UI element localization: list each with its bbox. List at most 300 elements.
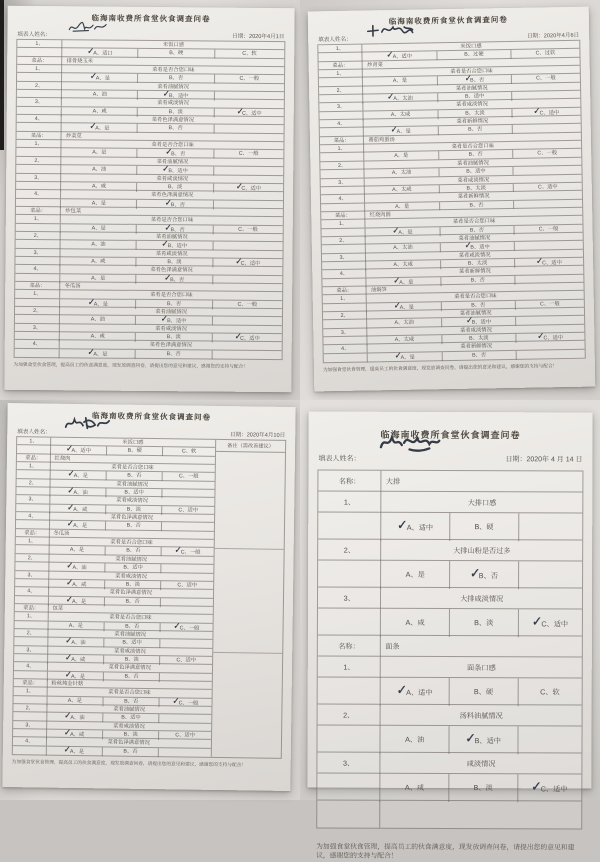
option-cell [137,224,213,234]
question-cell: 菜肴咸淡情况 [115,573,147,580]
question-number: 4、 [320,120,364,129]
option-label: A、是 [395,203,410,210]
question-number: 1、 [16,215,61,223]
option-label: A、太油 [393,95,413,103]
option-cell [214,150,283,160]
checkmark-icon: ✓ [65,443,73,454]
option-cell [439,150,514,159]
checkmark-icon: ✓ [164,197,172,208]
option-label: B、否 [170,276,185,283]
survey-title: 临海南收费所食堂伙食调查问卷 [91,13,211,24]
option-cell [50,518,106,531]
option-cell [367,277,442,287]
dish-name-cell: 冬瓜汤 [53,530,70,537]
option-label: B、适中 [471,319,492,327]
option-cell [363,77,438,87]
option-label: C、适中 [241,110,262,117]
option-cell [163,448,215,458]
option-cell [381,609,450,637]
option-label: B、过硬 [464,51,484,59]
option-label: B、硬 [473,687,494,697]
option-label: C、过软 [535,50,556,57]
option-cell [514,166,582,175]
question-number: 4、 [15,265,60,273]
blank-cell [15,349,60,358]
option-label: B、否 [166,300,182,307]
survey-form-4 [307,412,592,860]
checkmark-icon: ✓ [87,46,95,57]
question-cell: 菜肴油腻情况 [156,158,189,166]
question-number: 4、 [321,195,365,204]
option-cell [137,241,213,251]
dish-name-cell: 大排 [385,476,401,486]
option-cell [161,639,213,649]
dish-label: 菜品： [14,679,48,687]
table-row [318,678,582,706]
option-cell [515,255,583,268]
option-label: B、否 [166,350,181,357]
checkmark-icon: ✓ [394,350,402,361]
option-cell [107,472,163,482]
option-cell [363,49,438,62]
option-cell [439,167,514,176]
remarks-header: 备注（需改善建议） [216,440,285,453]
question-number: 2、 [15,554,49,562]
option-cell [49,596,105,606]
option-label: B、否 [469,226,485,234]
option-label: C、一般 [179,624,200,632]
table-row [318,492,582,514]
option-label: A、咸 [91,183,107,190]
option-cell [367,302,442,312]
dish-label: 菜品： [320,136,364,145]
dish-name-cell: 炒包菜 [65,208,82,215]
question-number: 4、 [16,190,61,198]
dish-label: 名称： [318,471,381,492]
option-label: A、太油 [394,320,414,327]
question-number: 3、 [15,571,49,579]
checkmark-icon: ✓ [89,71,97,82]
checkmark-icon: ✓ [397,517,409,533]
question-number: 2、 [319,86,363,95]
question-cell: 菜肴新鲜情况 [458,268,491,276]
checkmark-icon: ✓ [67,518,75,529]
option-cell [438,75,513,85]
question-number: 3、 [13,721,47,729]
question-number: 1、 [14,687,48,695]
option-cell [442,317,517,327]
dish-name-cell: 炒菜苋 [65,133,82,140]
option-label: A、是 [400,354,415,361]
checkmark-icon: ✓ [531,778,543,794]
option-label: C、适中 [539,109,560,117]
option-cell [513,124,581,134]
question-number: 3、 [323,328,367,337]
checkmark-icon: ✓ [390,124,398,135]
checkmark-icon: ✓ [65,635,73,646]
question-number: 2、 [318,540,381,561]
option-label: B、否 [471,302,486,309]
option-label: B、淡 [166,334,181,341]
option-cell [62,165,138,175]
option-label: B、适中 [168,168,188,175]
question-cell: 咸淡情况 [466,759,496,769]
question-cell: 菜肴咸淡情况 [456,101,488,109]
option-cell [514,199,582,208]
option-label: A、适中 [392,54,413,61]
photo-bottom-left [0,400,300,800]
question-number: 3、 [322,253,366,262]
dish-label: 菜品： [16,529,50,537]
question-number: 3、 [317,753,380,774]
option-cell [106,488,162,498]
option-cell [364,110,439,120]
checkmark-icon: ✓ [89,121,97,132]
question-number: 1、 [320,145,364,154]
option-cell [441,259,516,269]
option-cell [214,92,283,102]
option-label: C、适中 [176,657,197,664]
option-label: C、软 [540,687,560,697]
question-number: 2、 [322,236,366,245]
question-number: 4、 [14,662,48,670]
blank-cell [13,746,47,755]
question-cell: 菜肴咸淡情况 [116,497,148,505]
option-cell [105,622,161,632]
checkmark-icon: ✓ [392,225,400,235]
option-label: B、适中 [123,564,143,572]
option-label: B、否 [125,623,140,630]
option-cell [50,504,106,514]
dish-label: 菜品： [321,211,365,220]
question-cell: 菜肴咸淡情况 [157,100,189,107]
option-label: B、太淡 [469,335,489,342]
option-cell [215,50,284,60]
dish-label: 名称： [318,636,381,657]
question-cell: 菜肴新鲜情况 [456,118,489,125]
option-cell [161,620,213,633]
question-cell: 米饭口感 [122,439,144,446]
checkmark-icon: ✓ [236,106,244,116]
photo-top-right [300,0,600,400]
option-label: B、太淡 [467,260,488,267]
question-number: 2、 [16,157,61,165]
option-label: A、咸 [91,258,106,265]
option-cell [62,149,138,159]
checkmark-icon: ✓ [387,91,395,102]
option-label: C、适中 [177,582,198,589]
option-cell [61,240,137,250]
option-cell [442,334,517,344]
option-cell [63,46,139,59]
question-number: 1、 [17,462,51,470]
option-label: C、适中 [175,732,196,739]
question-cell: 面条口感 [467,663,496,673]
option-cell [103,714,159,724]
question-cell: 菜肴是否合您口味 [454,293,497,301]
question-cell: 菜肴色泽满意情况 [151,117,195,124]
table-with-remarks [12,436,286,759]
footer-note: 为加强食堂伙食管理，提高员工的伙食满意度，现发放调查问卷，请提出您的意见和建议，感谢您的支持与配合！ [13,361,248,369]
option-cell [512,91,580,101]
option-label: B、适中 [167,243,188,250]
option-cell [365,168,440,177]
option-label: A、是 [73,523,88,530]
question-cell: 菜肴咸淡情况 [114,648,146,655]
question-cell: 菜肴是否合您口味 [151,142,194,149]
option-cell [213,200,282,210]
option-cell [518,726,581,754]
blank-cell [317,726,380,754]
option-cell [136,333,212,343]
option-label: C、适中 [537,183,558,191]
question-cell: 菜肴是否合您口味 [150,292,193,299]
dish-label: 菜品： [15,282,60,290]
option-label: B、淡 [474,618,494,628]
option-label: B、否 [472,352,487,359]
option-label: A、是 [67,697,82,704]
option-cell [159,748,211,758]
question-cell: 米饭口感 [162,42,185,49]
checkmark-icon: ✓ [396,682,408,698]
question-cell: 菜肴色泽满意情况 [109,589,153,597]
option-cell [51,443,107,456]
option-cell [137,300,213,310]
dish-label: 菜品： [319,61,363,70]
option-label: A、太咸 [394,336,415,344]
option-cell [106,505,162,515]
checkmark-icon: ✓ [161,314,169,324]
table-row [318,705,582,727]
option-cell [514,183,582,192]
checkmark-icon: ✓ [64,727,72,738]
question-cell: 菜肴油腻情况 [455,85,488,92]
dish-name-cell: 红烧肉圆 [369,211,391,219]
option-label: A、油 [73,489,88,497]
table-row [318,561,582,589]
question-number: 1、 [16,537,50,545]
option-label: B、否 [170,226,185,233]
checkmark-icon: ✓ [465,730,476,746]
question-cell: 菜肴油腻情况 [155,309,188,316]
option-label: B、适中 [122,639,142,647]
table-row [318,636,582,658]
option-label: B、淡 [168,108,183,116]
dish-label: 菜品： [17,454,51,462]
option-label: B、硬 [169,50,184,57]
remarks-divider [213,652,282,654]
option-cell [438,92,513,102]
option-label: B、淡 [168,184,183,191]
option-cell [215,75,284,85]
survey-form-3 [2,403,295,791]
question-number: 2、 [16,232,61,240]
option-label: A、是 [70,673,86,680]
question-cell: 菜肴色泽满意情况 [107,739,150,747]
option-label: B、淡 [123,731,138,738]
option-cell [381,774,450,802]
option-cell [162,564,214,574]
option-label: B、否 [468,126,483,134]
option-label: A、是 [405,569,425,579]
option-cell [48,621,104,631]
option-cell [62,121,138,134]
checkmark-icon: ✓ [164,222,172,233]
option-cell [513,149,581,158]
option-cell [137,258,213,268]
date-field: 日期：2020年4月10日 [229,432,286,439]
survey-title: 临海南收费所食堂伙食调查问卷 [388,14,508,27]
checkmark-icon: ✓ [67,502,75,512]
option-label: A、是 [95,125,110,133]
question-cell: 菜肴油腻情况 [458,235,491,242]
option-cell [104,655,160,665]
respondent-name-label: 填表人姓名： [17,429,51,436]
option-label: C、一般 [178,700,199,707]
option-label: B、适中 [169,93,189,100]
option-cell [47,696,103,706]
table-row [317,801,581,829]
option-cell [516,316,584,326]
form-header [318,444,582,465]
option-cell [138,124,214,134]
option-cell [136,350,212,360]
table-row [318,513,582,541]
date-field: 日期：2020年4月6日 [526,32,580,40]
option-cell [368,352,443,362]
option-cell [364,124,439,137]
survey-table [14,39,286,360]
checkmark-icon: ✓ [65,652,73,663]
survey-table [317,40,586,364]
question-cell: 菜肴是否合您口味 [109,614,152,622]
option-label: A、咸 [72,581,87,588]
option-cell [365,185,440,194]
option-label: A、是 [392,78,408,85]
question-number: 2、 [318,705,381,726]
blank-cell [317,774,380,802]
question-number: 1、 [17,40,62,48]
dish-name-cell: 冬瓜汤 [64,283,81,290]
question-number: 3、 [318,588,381,609]
question-cell: 菜肴咸淡情况 [156,175,189,182]
dish-label: 菜品： [323,286,367,295]
question-cell: 菜肴新鲜情况 [460,343,493,351]
checkmark-icon: ✓ [172,695,180,706]
option-label: B、否 [470,277,485,284]
option-cell [381,726,450,754]
option-cell [105,597,161,607]
blank-cell [318,678,381,706]
option-label: C、一般 [178,473,199,481]
option-cell [450,561,519,589]
option-cell [163,489,215,499]
option-label: B、适中 [470,244,490,251]
option-cell [214,125,283,135]
question-cell: 菜肴油腻情况 [155,233,188,241]
option-cell [382,513,451,541]
option-label: B、否 [469,201,484,209]
option-cell [103,697,159,707]
question-number: 1、 [16,140,61,148]
question-number: 4、 [17,115,62,123]
option-label: A、咸 [90,333,105,340]
question-cell: 菜肴色泽满意情况 [108,664,151,672]
option-cell [62,90,138,100]
option-cell [161,598,213,608]
option-cell [519,513,582,541]
option-cell [440,200,515,209]
question-cell: 大排口感 [467,498,497,508]
option-label: A、是 [68,622,84,629]
option-cell [518,609,581,637]
dish-name-cell: 炒青菜 [366,61,383,69]
option-cell [365,202,440,211]
option-label: B、否 [168,125,183,132]
question-cell: 菜肴色泽满意情况 [110,514,154,522]
option-cell [364,93,439,103]
dish-label: 菜品： [17,57,62,65]
option-label: B、否 [168,75,184,82]
survey-form-2 [308,7,596,392]
question-number: 1、 [321,220,365,229]
option-cell [138,183,214,193]
option-cell [160,673,212,683]
blank-cell [317,801,380,828]
checkmark-icon: ✓ [161,239,169,249]
option-cell [61,224,137,234]
option-cell [138,149,214,159]
option-cell [515,241,583,251]
question-number: 2、 [17,82,62,90]
option-label: B、淡 [473,783,493,793]
checkmark-icon: ✓ [532,613,543,629]
option-label: A、太咸 [393,261,413,268]
option-cell [449,774,518,802]
option-label: C、一般 [239,76,260,83]
option-label: A、是 [93,301,108,308]
question-number: 3、 [14,646,48,654]
option-label: A、咸 [405,617,425,627]
option-cell [438,125,513,135]
blank-cell [318,513,381,541]
dish-name-cell: 油焖笋 [370,287,387,294]
dish-label: 菜品： [15,604,49,612]
question-number: 2、 [323,311,367,320]
option-label: A、油 [92,91,107,98]
question-number: 1、 [17,437,51,445]
table-row [318,471,582,493]
option-label: B、否 [468,151,483,159]
option-cell [517,349,585,359]
option-cell [139,49,215,59]
question-cell: 菜肴色泽满意情况 [150,267,193,274]
option-cell [49,546,105,556]
option-cell [213,275,282,285]
footer-note: 为加强食堂伙食管理，提高员工的伙食满意度，现发放调查问卷，请提出您的意见和建议，感谢您的支持与配合！ [11,759,247,768]
option-label: B、否 [127,473,142,480]
table-row [317,774,581,802]
checkmark-icon: ✓ [174,545,182,556]
question-cell: 菜肴咸淡情况 [460,327,492,334]
option-cell [512,49,580,59]
question-cell: 菜肴油腻情况 [113,706,146,713]
question-number: 1、 [17,65,62,73]
table-row [15,346,282,360]
option-cell [138,163,214,176]
option-cell [367,319,442,329]
question-cell: 菜肴油腻情况 [457,160,489,167]
